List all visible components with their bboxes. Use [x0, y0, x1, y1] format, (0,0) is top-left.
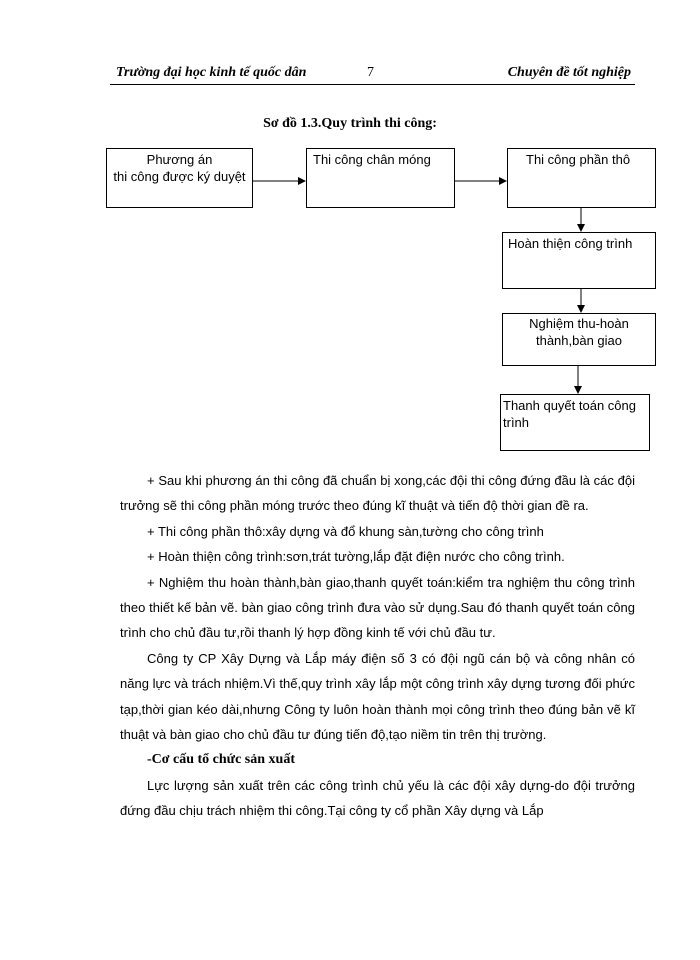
box-plan-line2: thi công được ký duyệt: [113, 169, 246, 184]
page-number: 7: [367, 65, 374, 80]
box-acceptance-line2: thành,bàn giao: [535, 333, 623, 348]
box-finishing: [502, 232, 656, 289]
section-heading: -Cơ cấu tổ chức sản xuất: [147, 752, 295, 768]
paragraph: Công ty CP Xây Dựng và Lắp máy điện số 3 có đội ngũ cán bộ và công nhân có năng lực và trách nhiệm.Vì thế,quy trình xây lắp một công trình xây dựng tương đối phức tạp,thời gian kéo dài,nhưng Công ty luôn hoàn thành mọi công trình theo đúng bản vẽ kĩ thuật và bàn giao cho chủ đầu tư đúng tiến độ,tạo niềm tin trên thị trường.: [120, 650, 635, 743]
box-acceptance-line1: Nghiệm thu-hoàn: [529, 316, 629, 331]
box-rough-label: Thi công phần thô: [526, 152, 631, 167]
header-thesis-label: Chuyên đề tốt nghiệp: [507, 65, 631, 80]
paragraph: Lực lượng sản xuất trên các công trình chủ yếu là các đội xây dựng-do đội trưởng đứng đầu chịu trách nhiệm thi công.Tại công ty cổ phần Xây dựng và Lắp: [120, 777, 635, 819]
diagram-title: Sơ đồ 1.3.Quy trình thi công:: [263, 116, 437, 131]
box-foundation-label: Thi công chân móng: [313, 152, 431, 167]
box-construction-plan: [106, 148, 253, 208]
box-rough-construction: [507, 148, 656, 208]
body-text: [120, 468, 635, 824]
box-acceptance: [502, 313, 656, 366]
box-finishing-label: Hoàn thiện công trình: [508, 236, 633, 251]
box-settlement: [500, 394, 650, 451]
paragraph: + Sau khi phương án thi công đã chuẩn bị xong,các đội thi công đứng đầu là các đội trưởng sẽ thi công phần móng trước theo đúng kĩ thuật và tiến độ thời gian đề ra.: [120, 473, 635, 514]
box-plan-line1: Phương án: [146, 152, 213, 167]
paragraph: + Thi công phần thô:xây dựng và đổ khung sàn,tường cho công trình: [147, 523, 544, 539]
box-settlement-line1: Thanh quyết toán công: [503, 398, 636, 413]
paragraph: + Hoàn thiện công trình:sơn,trát tường,lắp đặt điện nước cho công trình.: [147, 549, 565, 565]
paragraph: + Nghiệm thu hoàn thành,bàn giao,thanh quyết toán:kiểm tra nghiệm thu công trình theo thiết kế bản vẽ. bàn giao công trình đưa vào sử dụng.Sau đó thanh quyết toán công trình cho chủ đầu tư,rồi thanh lý hợp đồng kinh tế với chủ đầu tư.: [120, 574, 635, 641]
box-foundation: [306, 148, 455, 208]
box-settlement-line2: trình: [503, 415, 530, 430]
header-university: Trường đại học kinh tế quốc dân: [116, 65, 307, 80]
